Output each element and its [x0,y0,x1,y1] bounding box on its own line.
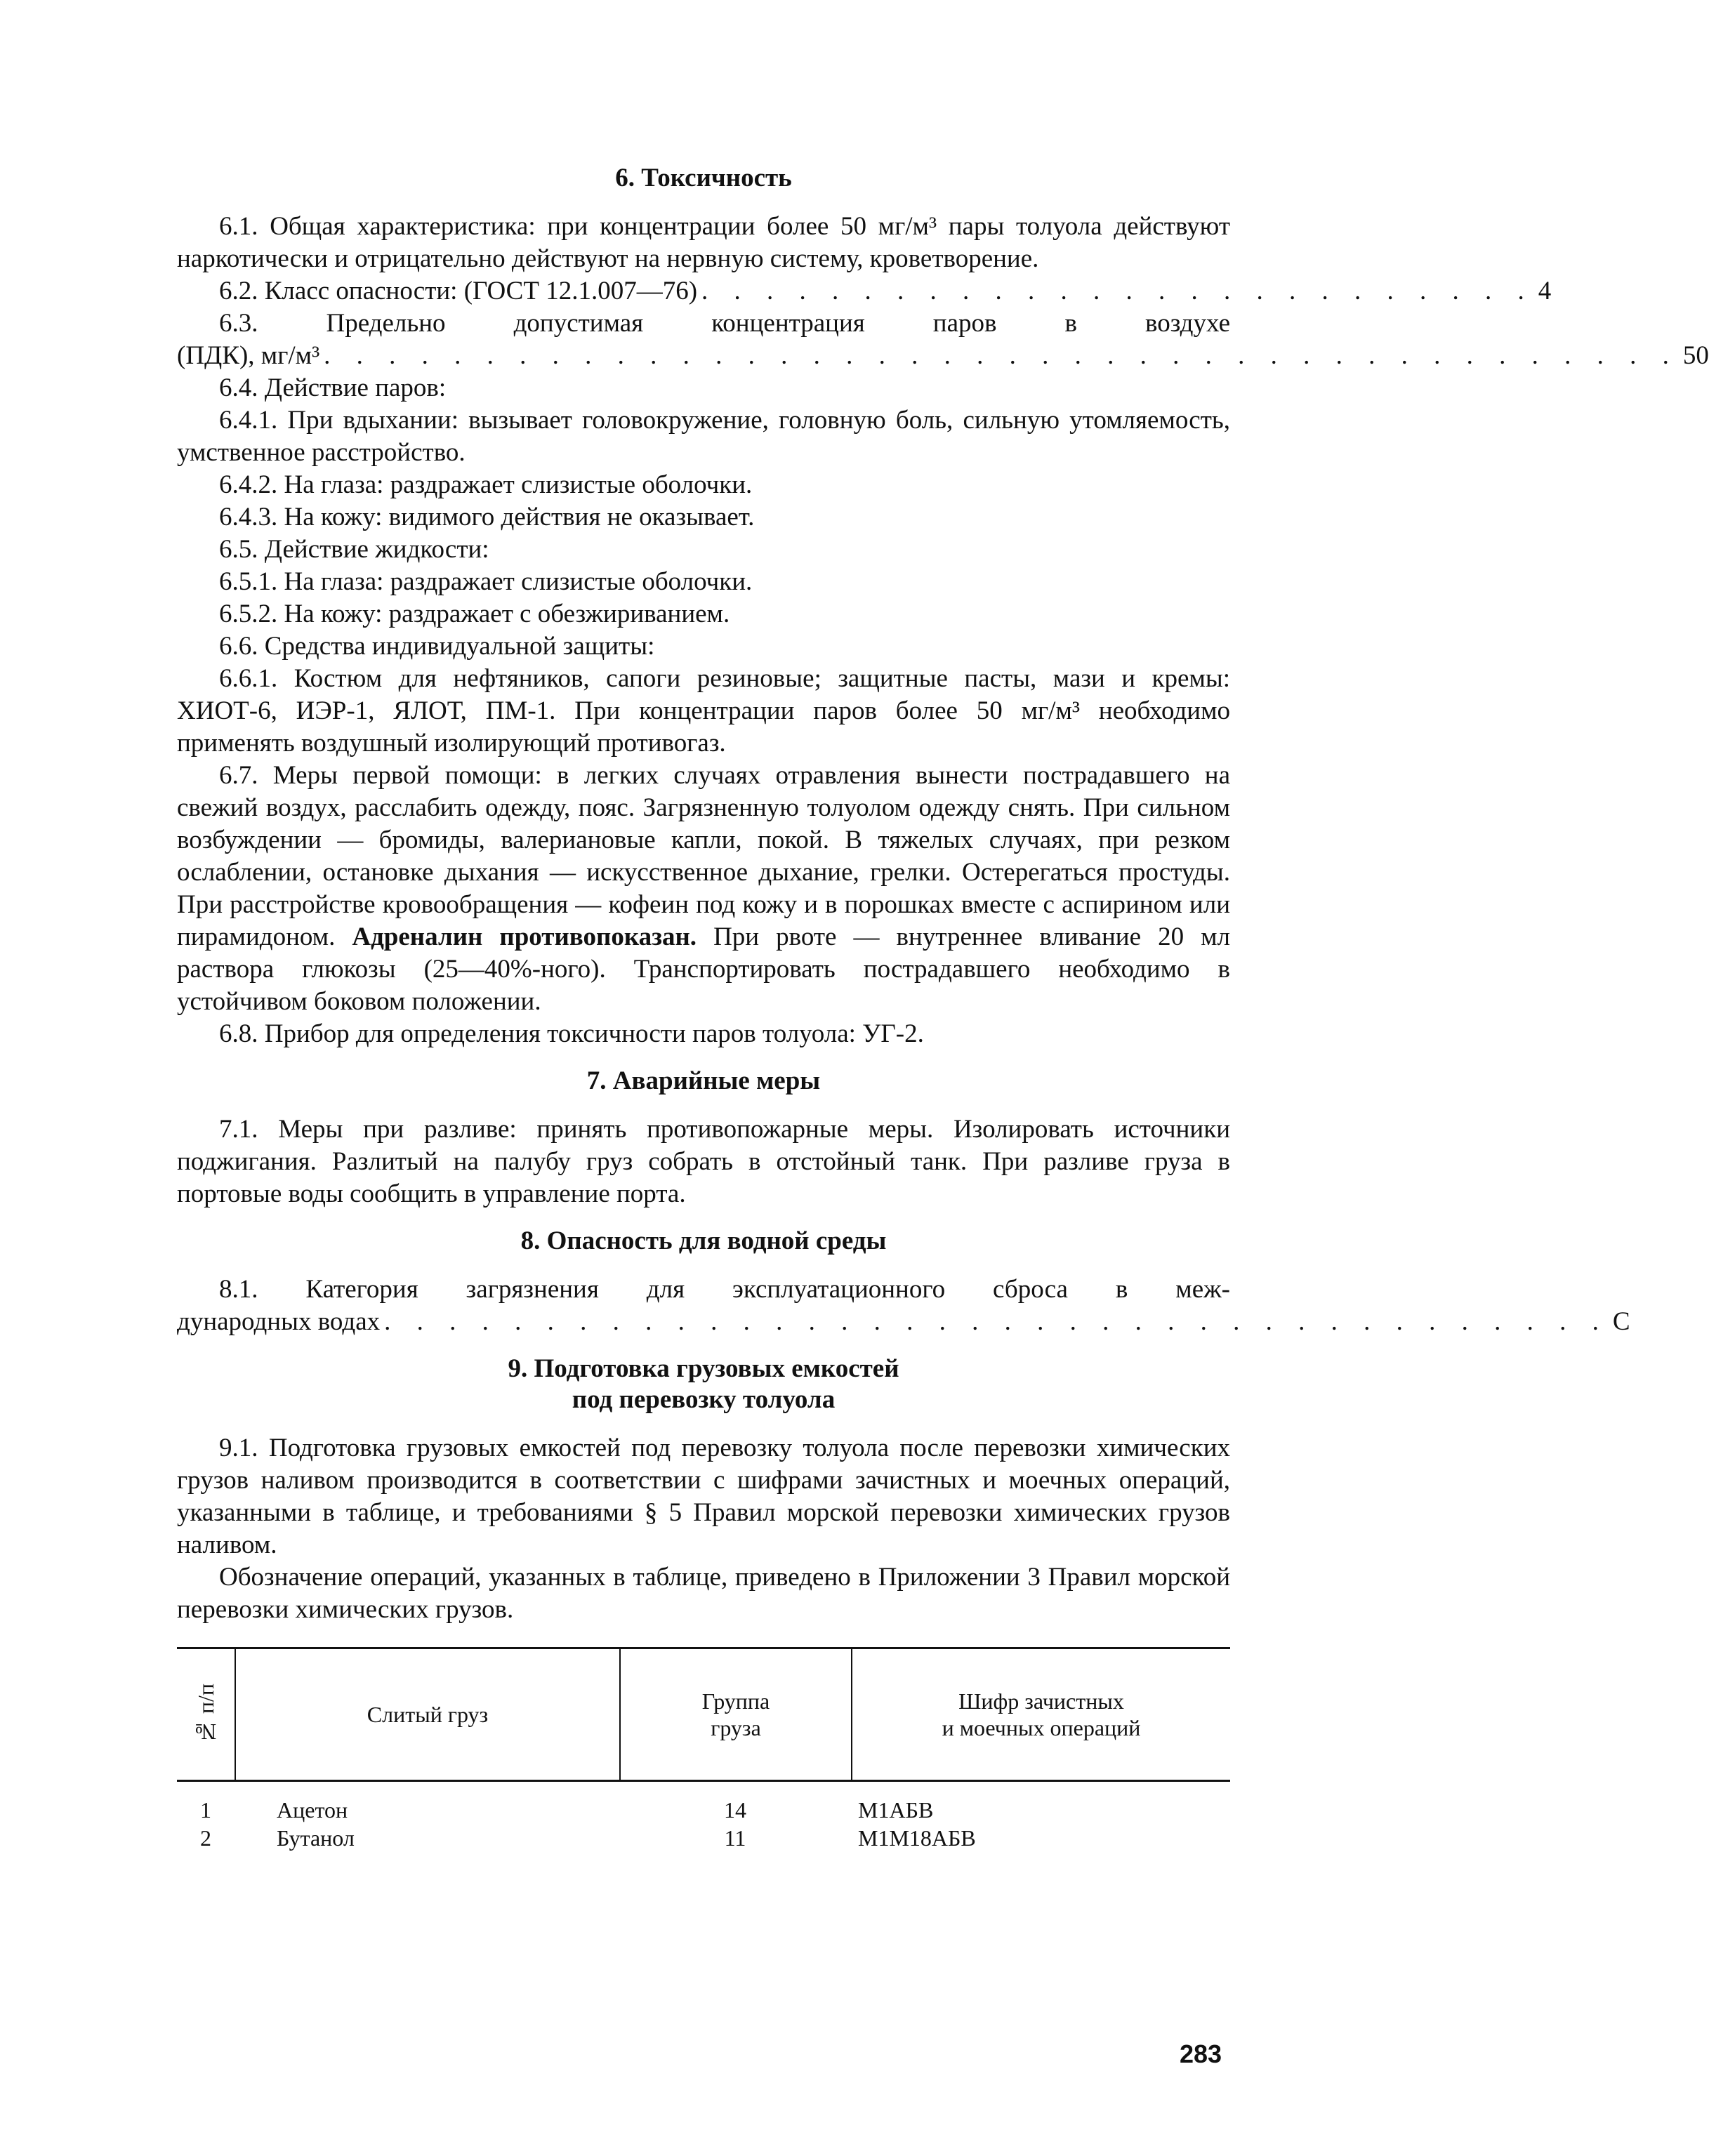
para-6-7 [177,760,1230,1018]
para-6-3-label: (ПДК), мг/м³ [177,341,320,370]
table-row [177,1796,1230,1824]
section-6-heading: 6. Токсичность [615,164,792,192]
para-6-4-1: 6.4.1. При вдыхании: вызывает головокружение, головную боль, сильную утомляемость, умственное расстройство. [177,406,1230,467]
cleaning-table [177,1647,1230,1852]
para-6-3-value: 50 [1682,341,1709,370]
table-row [177,1824,1230,1852]
row-cargo: Ацетон [277,1797,348,1823]
para-6-8: 6.8. Прибор для определения токсичности паров толуола: УГ-2. [219,1019,924,1048]
para-9-2: Обозначение операций, указанных в таблице, приведено в Приложении 3 Правил морской перевозки химических грузов. [177,1563,1230,1624]
header-cargo: Слитый груз [235,1649,619,1780]
para-6-6: 6.6. Средства индивидуальной защиты: [219,632,655,661]
para-6-6-1: 6.6.1. Костюм для нефтяников, сапоги резиновые; защитные пасты, мази и кремы: ХИОТ-6, ИЭР-1, ЯЛОТ, ПМ-1. При концентрации паров более 50 мг/м³ необходимо применять воздушный изолирующий противогаз. [177,664,1230,758]
row-code: М1М18АБВ [858,1825,976,1851]
para-6-5-2: 6.5.2. На кожу: раздражает с обезжириванием. [219,600,730,628]
row-num: 1 [200,1797,211,1823]
leader-dots: . . . . . . . . . . . . . . . . . . . . . . . . . . . . . . . . . . . . . . [384,1307,1609,1336]
para-6-7-bold: Адреналин противопоказан. [352,922,697,951]
para-6-2 [177,275,1552,307]
header-num-cell [177,1649,235,1780]
para-8-1 [177,1306,1630,1338]
para-7-1: 7.1. Меры при разливе: принять противопожарные меры. Изолировать источники поджигания. Разлитый на палубу груз собрать в отстойный танк. При разливе груза в портовые воды сообщить в управление порта. [177,1115,1230,1208]
document-page [177,163,1709,1852]
section-9-heading-line2: под перевозку толуола [572,1385,836,1414]
para-6-5-1: 6.5.1. На глаза: раздражает слизистые оболочки. [219,567,753,596]
header-code-cell [851,1649,1230,1780]
para-8-1-text: 8.1. Категория загрязнения для эксплуатационного сброса в меж- [219,1275,1230,1304]
section-9-heading-line1: 9. Подготовка грузовых емкостей [508,1354,899,1383]
para-6-5: 6.5. Действие жидкости: [219,535,489,564]
section-7-heading: 7. Аварийные меры [586,1066,821,1095]
para-6-4-2: 6.4.2. На глаза: раздражает слизистые оболочки. [219,470,753,499]
page-number: 283 [1180,2039,1222,2068]
header-group-cell [619,1649,851,1780]
para-6-3-text: 6.3. Предельно допустимая концентрация паров в воздухе [219,309,1230,338]
para-6-2-value: 4 [1538,277,1552,305]
para-6-4: 6.4. Действие паров: [219,373,447,402]
para-6-2-label: 6.2. Класс опасности: (ГОСТ 12.1.007—76) [219,277,698,305]
dotline-8-1 [177,1306,1630,1338]
row-group: 11 [724,1825,746,1851]
dotline-6-3 [177,340,1709,372]
header-num: № п/п [193,1684,218,1745]
para-6-7-part-a: 6.7. Меры первой помощи: в легких случаях отравления вынести пострадавшего на свежий воздух, расслабить одежду, пояс. Загрязненную толуолом одежду снять. При сильном возбуждении — бромиды, валериановые капли, покой. В тяжелых случаях, при резком ослаблении, остановке дыхания — искусственное дыхание, грелки. Остерегаться простуды. При расстройстве кровообращения — кофеин под кожу и в порошках вместе с аспирином или пирамидоном. [177,761,1230,951]
header-code-line2: и моечных операций [942,1715,1141,1740]
header-group-line2: груза [711,1715,761,1740]
dotline-6-2 [177,275,1552,307]
para-6-4-3: 6.4.3. На кожу: видимого действия не оказывает. [219,503,755,531]
row-cargo: Бутанол [277,1825,355,1851]
table-header [177,1649,1230,1782]
para-6-3 [177,340,1709,372]
leader-dots: . . . . . . . . . . . . . . . . . . . . . . . . . . [701,277,1534,305]
para-6-7-part-b: При рвоте — внутреннее вливание 20 мл раствора глюкозы (25—40%-ного). Транспортировать пострадавшего необходимо в устойчивом боковом положении. [177,922,1230,1016]
row-code: М1АБВ [858,1797,934,1823]
row-num: 2 [200,1825,211,1851]
header-group-line1: Группа [701,1688,770,1714]
header-code-line1: Шифр зачистных [958,1688,1124,1714]
para-8-1-value: С [1612,1307,1630,1336]
para-9-1: 9.1. Подготовка грузовых емкостей под перевозку толуола после перевозки химических грузов наливом производится в соответствии с шифрами зачистных и моечных операций, указанными в таблице, и требованиями § 5 Правил морской перевозки химических грузов наливом. [177,1434,1230,1559]
section-8-heading: 8. Опасность для водной среды [520,1226,887,1255]
section-9-heading [177,1354,1230,1415]
row-group: 14 [724,1797,746,1823]
para-8-1-label: дународных водах [177,1307,381,1336]
leader-dots: . . . . . . . . . . . . . . . . . . . . . . . . . . . . . . . . . . . . . . . . . . [324,341,1679,370]
table-body [177,1782,1230,1852]
para-6-1: 6.1. Общая характеристика: при концентрации более 50 мг/м³ пары толуола действуют наркотически и отрицательно действуют на нервную систему, кроветворение. [177,212,1230,273]
